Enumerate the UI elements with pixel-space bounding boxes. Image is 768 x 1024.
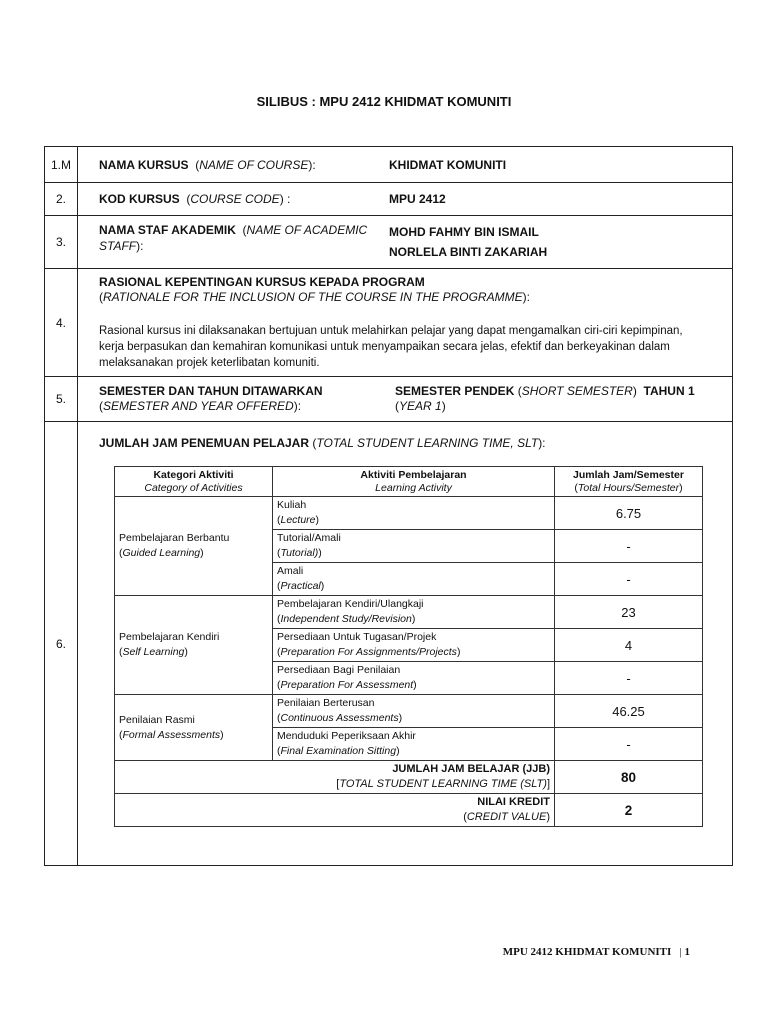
- category-formal-assessments: Penilaian Rasmi (Formal Assessments): [115, 695, 273, 761]
- row-number: 3.: [45, 216, 78, 269]
- hours-cell: 46.25: [555, 695, 703, 728]
- staff-name: MOHD FAHMY BIN ISMAIL: [389, 225, 539, 239]
- activity-cell: Pembelajaran Kendiri/Ulangkaji (Independent Study/Revision): [273, 596, 555, 629]
- total-value: 80: [555, 761, 703, 794]
- rationale-heading-en: (RATIONALE FOR THE INCLUSION OF THE COURSE IN THE PROGRAMME):: [99, 289, 530, 304]
- header-category: Kategori Aktiviti Category of Activities: [115, 467, 273, 497]
- slt-table: [114, 466, 703, 827]
- credit-label: NILAI KREDIT (CREDIT VALUE): [115, 794, 555, 827]
- total-row: [115, 761, 703, 794]
- activity-cell: Penilaian Berterusan (Continuous Assessments): [273, 695, 555, 728]
- header-activity: Aktiviti Pembelajaran Learning Activity: [273, 467, 555, 497]
- hours-cell: -: [555, 563, 703, 596]
- hours-cell: -: [555, 530, 703, 563]
- rationale-paragraph: Rasional kursus ini dilaksanakan bertujuan untuk melahirkan pelajar yang dapat mengamalkan ciri-ciri kepimpinan, kerja berpasukan dan kemahiran komunikasi untuk menyampaikan secara jelas, efektif dan berkeyakinan dalam melaksanakan projek keterlibatan komuniti.: [99, 324, 683, 369]
- syllabus-table: [44, 146, 733, 866]
- course-code-value: MPU 2412: [389, 192, 446, 206]
- category-guided-learning: Pembelajaran Berbantu (Guided Learning): [115, 497, 273, 596]
- activity-cell: Persediaan Bagi Penilaian (Preparation For Assessment): [273, 662, 555, 695]
- row-course-name: [45, 147, 733, 183]
- table-row: [115, 596, 703, 629]
- row-number: 1.M: [45, 147, 78, 183]
- course-name-label: NAMA KURSUS (NAME OF COURSE):: [99, 157, 316, 172]
- credit-value: 2: [555, 794, 703, 827]
- row-number: 6.: [45, 422, 78, 866]
- category-self-learning: Pembelajaran Kendiri (Self Learning): [115, 596, 273, 695]
- hours-cell: -: [555, 662, 703, 695]
- row-number: 4.: [45, 269, 78, 377]
- activity-cell: Tutorial/Amali (Tutorial)): [273, 530, 555, 563]
- row-number: 2.: [45, 183, 78, 216]
- activity-cell: Menduduki Peperiksaan Akhir (Final Examination Sitting): [273, 728, 555, 761]
- activity-cell: Kuliah (Lecture): [273, 497, 555, 530]
- hours-cell: 4: [555, 629, 703, 662]
- slt-header-row: [115, 467, 703, 497]
- semester-label: SEMESTER DAN TAHUN DITAWARKAN (SEMESTER AND YEAR OFFERED):: [99, 384, 323, 413]
- page-footer: MPU 2412 KHIDMAT KOMUNITI | 1: [502, 946, 690, 958]
- row-learning-time: [45, 422, 733, 866]
- row-number: 5.: [45, 377, 78, 422]
- table-row: [115, 695, 703, 728]
- row-rationale: [45, 269, 733, 377]
- academic-staff-label: NAMA STAF AKADEMIK (NAME OF ACADEMIC STAFF):: [99, 223, 368, 253]
- row-semester: [45, 377, 733, 422]
- semester-value: SEMESTER PENDEK (SHORT SEMESTER) TAHUN 1 (YEAR 1): [395, 384, 695, 413]
- hours-cell: 23: [555, 596, 703, 629]
- course-name-value: KHIDMAT KOMUNITI: [389, 157, 507, 172]
- total-label: JUMLAH JAM BELAJAR (JJB) [TOTAL STUDENT LEARNING TIME (SLT)]: [115, 761, 555, 794]
- page-number: 1: [684, 946, 690, 958]
- credit-row: [115, 794, 703, 827]
- staff-name: NORLELA BINTI ZAKARIAH: [389, 245, 548, 259]
- academic-staff-values: [389, 222, 722, 262]
- page-title: SILIBUS : MPU 2412 KHIDMAT KOMUNITI: [256, 94, 512, 109]
- course-code-label: KOD KURSUS (COURSE CODE) :: [99, 192, 291, 206]
- rationale-heading: RASIONAL KEPENTINGAN KURSUS KEPADA PROGRAM: [99, 274, 425, 289]
- header-hours: Jumlah Jam/Semester (Total Hours/Semester): [555, 467, 703, 497]
- row-course-code: [45, 183, 733, 216]
- hours-cell: -: [555, 728, 703, 761]
- learning-time-heading: JUMLAH JAM PENEMUAN PELAJAR (TOTAL STUDENT LEARNING TIME, SLT):: [99, 436, 546, 450]
- activity-cell: Amali (Practical): [273, 563, 555, 596]
- row-academic-staff: [45, 216, 733, 269]
- table-row: [115, 497, 703, 530]
- activity-cell: Persediaan Untuk Tugasan/Projek (Preparation For Assignments/Projects): [273, 629, 555, 662]
- hours-cell: 6.75: [555, 497, 703, 530]
